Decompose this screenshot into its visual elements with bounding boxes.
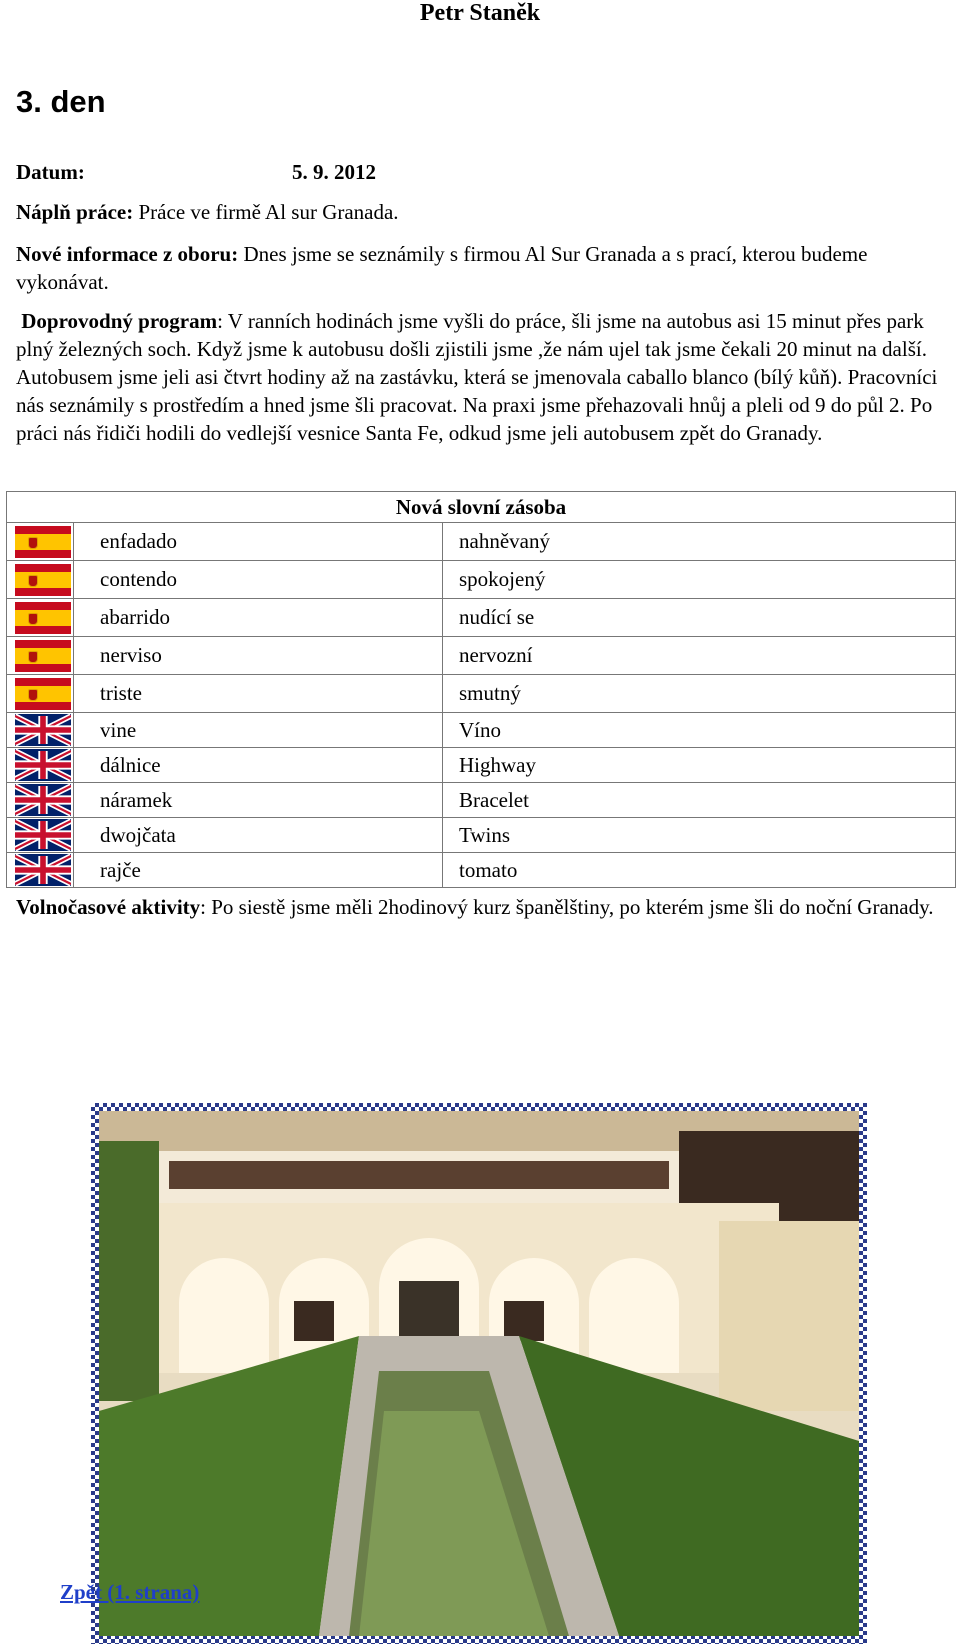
flag-cell — [7, 637, 74, 675]
vocab-row — [7, 637, 956, 675]
vocab-row — [7, 748, 956, 783]
vocab-word: dwojčata — [74, 818, 443, 853]
spain-flag-icon — [15, 526, 71, 558]
vocab-word: vine — [74, 713, 443, 748]
nove-label: Nové informace z oboru: — [16, 242, 239, 266]
flag-cell — [7, 818, 74, 853]
vocab-translation: nahněvaný — [443, 523, 956, 561]
spain-flag-icon — [15, 564, 71, 596]
date-row — [16, 158, 946, 186]
flag-cell — [7, 561, 74, 599]
doprov-label: Doprovodný program — [21, 309, 218, 333]
flag-cell — [7, 713, 74, 748]
vocab-row — [7, 713, 956, 748]
courtyard-illustration — [99, 1111, 859, 1636]
vocab-translation: Twins — [443, 818, 956, 853]
spain-flag-icon — [15, 640, 71, 672]
vocab-title: Nová slovní zásoba — [7, 492, 956, 523]
vocab-word: dálnice — [74, 748, 443, 783]
date-label: Datum: — [16, 160, 85, 184]
uk-flag-icon — [15, 819, 71, 851]
vocab-row — [7, 561, 956, 599]
flag-cell — [7, 599, 74, 637]
spain-flag-icon — [15, 602, 71, 634]
vocab-word: abarrido — [74, 599, 443, 637]
vocab-row — [7, 783, 956, 818]
doprov-text: : V ranních hodinách jsme vyšli do práce, šli jsme na autobus asi 15 minut přes park plný železných soch. Když jsme k autobusu došli zjistili jsme ,že nám ujel tak jsme čekali 20 minut na další. Autobusem jsme jeli asi čtvrt hodiny až na zastávku, která se jmenovala caballo blanco (bílý kůň). Pracovníci nás seznámily s prostředím a hned jsme šli pracovat. Na praxi jsme přehazovali hnůj a pleli od 9 do půl 2. Po práci nás řidiči hodili do vedlejší vesnice Santa Fe, odkud jsme jeli autobusem zpět do Granady. — [16, 309, 938, 445]
vocab-row — [7, 853, 956, 888]
spain-flag-icon — [15, 678, 71, 710]
courtyard-photo — [91, 1103, 867, 1644]
vocab-translation: spokojený — [443, 561, 956, 599]
flag-cell — [7, 783, 74, 818]
vocab-word: contendo — [74, 561, 443, 599]
vocab-translation: tomato — [443, 853, 956, 888]
uk-flag-icon — [15, 854, 71, 886]
vocab-row — [7, 523, 956, 561]
vocab-word: enfadado — [74, 523, 443, 561]
vocab-word: triste — [74, 675, 443, 713]
vocab-table — [6, 491, 956, 888]
day-heading: 3. den — [16, 84, 106, 119]
vocab-translation: Bracelet — [443, 783, 956, 818]
photo-image — [99, 1111, 859, 1636]
vocab-row — [7, 675, 956, 713]
nove-informace-row — [16, 240, 946, 296]
date-value: 5. 9. 2012 — [292, 160, 376, 184]
back-to-page1-link[interactable]: Zpět (1. strana) — [60, 1580, 200, 1604]
vocab-word: nerviso — [74, 637, 443, 675]
flag-cell — [7, 853, 74, 888]
uk-flag-icon — [15, 714, 71, 746]
uk-flag-icon — [15, 749, 71, 781]
volno-label: Volnočasové aktivity — [16, 895, 201, 919]
vocab-translation: smutný — [443, 675, 956, 713]
vocab-word: náramek — [74, 783, 443, 818]
napln-row — [16, 198, 946, 226]
flag-cell — [7, 523, 74, 561]
doprovodny-program-row — [16, 307, 946, 447]
vocab-translation: Highway — [443, 748, 956, 783]
vocab-row — [7, 599, 956, 637]
nove-text: Dnes jsme se seznámily s firmou Al Sur Granada a s prací, kterou budeme vykonávat. — [16, 242, 868, 294]
uk-flag-icon — [15, 784, 71, 816]
vocab-translation: nervozní — [443, 637, 956, 675]
napln-label: Náplň práce: — [16, 200, 134, 224]
napln-text: Práce ve firmě Al sur Granada. — [133, 200, 399, 224]
volno-text: : Po siestě jsme měli 2hodinový kurz španělštiny, po kterém jsme šli do noční Granady. — [200, 895, 934, 919]
vocab-body — [7, 523, 956, 888]
flag-cell — [7, 748, 74, 783]
flag-cell — [7, 675, 74, 713]
author-name: Petr Staněk — [419, 0, 541, 26]
volnocasove-row — [16, 893, 946, 921]
vocab-row — [7, 818, 956, 853]
vocab-translation: Víno — [443, 713, 956, 748]
vocab-word: rajče — [74, 853, 443, 888]
vocab-translation: nudící se — [443, 599, 956, 637]
